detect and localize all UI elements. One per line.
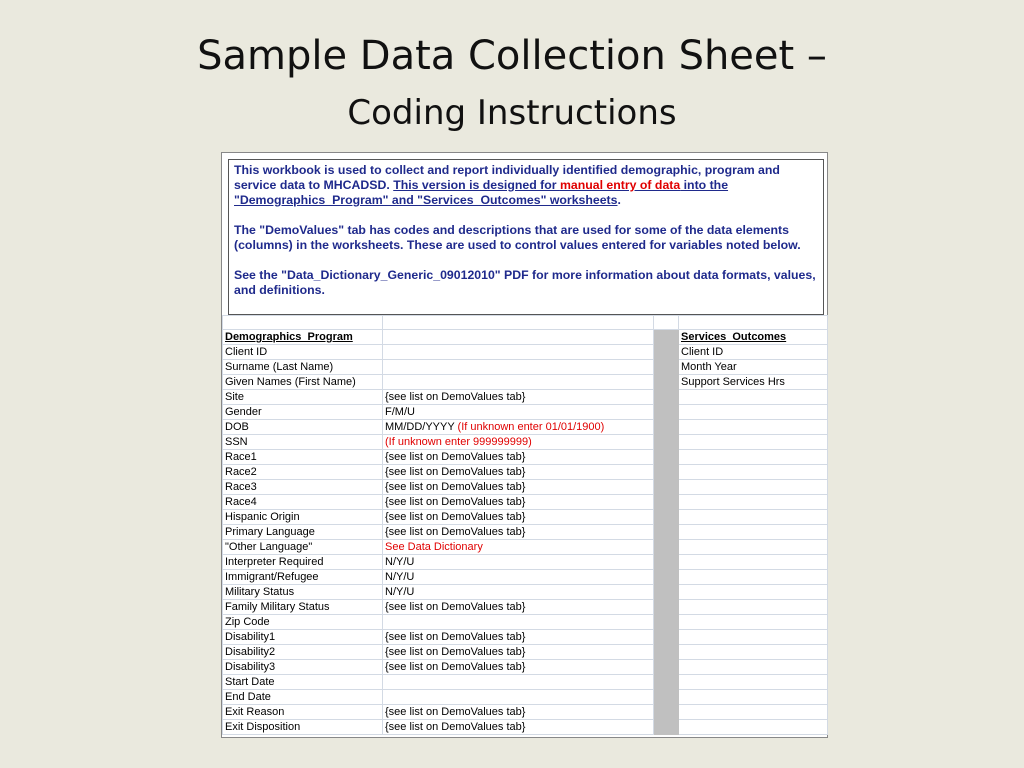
column-gap (654, 480, 679, 495)
services-field-cell (679, 450, 828, 465)
field-value-cell (383, 690, 654, 705)
column-gap (654, 435, 679, 450)
services-field-cell (679, 390, 828, 405)
services-field-cell (679, 690, 828, 705)
field-value-cell (383, 675, 654, 690)
field-name-cell: Exit Disposition (223, 720, 383, 735)
services-field-cell (679, 480, 828, 495)
column-gap (654, 375, 679, 390)
column-gap (654, 660, 679, 675)
field-value-cell: N/Y/U (383, 555, 654, 570)
column-gap (654, 360, 679, 375)
field-name-cell: Primary Language (223, 525, 383, 540)
services-field-cell (679, 600, 828, 615)
title-line-1: Sample Data Collection Sheet – (197, 33, 827, 79)
column-gap (654, 555, 679, 570)
column-gap (654, 675, 679, 690)
services-field-cell (679, 510, 828, 525)
services-field-cell (679, 630, 828, 645)
field-value-cell: N/Y/U (383, 585, 654, 600)
field-value-cell (383, 375, 654, 390)
table-row (223, 450, 828, 465)
field-value-cell (383, 540, 654, 555)
field-value-cell (383, 345, 654, 360)
field-value-cell: {see list on DemoValues tab} (383, 465, 654, 480)
field-value-cell: F/M/U (383, 405, 654, 420)
field-name-cell: Exit Reason (223, 705, 383, 720)
column-gap (654, 585, 679, 600)
column-gap (654, 705, 679, 720)
services-field-cell (679, 540, 828, 555)
slide-title (0, 28, 1024, 142)
field-value-cell: {see list on DemoValues tab} (383, 600, 654, 615)
table-row (223, 510, 828, 525)
table-row (223, 630, 828, 645)
table-row (223, 705, 828, 720)
field-value-cell: {see list on DemoValues tab} (383, 720, 654, 735)
instructions-note (228, 159, 824, 315)
services-field-cell (679, 615, 828, 630)
services-field-cell (679, 495, 828, 510)
field-value-cell: {see list on DemoValues tab} (383, 705, 654, 720)
column-gap (654, 405, 679, 420)
field-name-cell: Disability1 (223, 630, 383, 645)
field-value-cell: {see list on DemoValues tab} (383, 390, 654, 405)
field-value-cell: {see list on DemoValues tab} (383, 660, 654, 675)
field-name-cell: Disability3 (223, 660, 383, 675)
field-value-cell: MM/DD/YYYY (If unknown enter 01/01/1900) (383, 420, 654, 435)
table-row (223, 375, 828, 390)
field-name-cell: Race1 (223, 450, 383, 465)
field-value-cell: {see list on DemoValues tab} (383, 450, 654, 465)
services-outcomes-header: Services_Outcomes (679, 330, 828, 345)
column-gap (654, 630, 679, 645)
table-row (223, 690, 828, 705)
services-field-cell: Support Services Hrs (679, 375, 828, 390)
column-gap (654, 330, 679, 345)
services-field-cell (679, 555, 828, 570)
field-name-cell: Interpreter Required (223, 555, 383, 570)
column-gap (654, 570, 679, 585)
field-name-cell: Immigrant/Refugee (223, 570, 383, 585)
field-name-cell: Race4 (223, 495, 383, 510)
field-name-cell: Disability2 (223, 645, 383, 660)
column-gap (654, 645, 679, 660)
field-name-cell: Zip Code (223, 615, 383, 630)
table-row (223, 555, 828, 570)
field-value-cell: {see list on DemoValues tab} (383, 645, 654, 660)
table-row (223, 360, 828, 375)
column-gap (654, 465, 679, 480)
column-gap (654, 540, 679, 555)
services-field-cell (679, 405, 828, 420)
column-gap (654, 690, 679, 705)
table-row (223, 390, 828, 405)
title-line-2: Coding Instructions (347, 93, 677, 133)
column-gap (654, 390, 679, 405)
field-name-cell: Race2 (223, 465, 383, 480)
column-gap (654, 450, 679, 465)
table-row (223, 420, 828, 435)
services-field-cell (679, 720, 828, 735)
red-note: (If unknown enter 999999999) (385, 436, 532, 448)
table-row (223, 615, 828, 630)
table-row (223, 495, 828, 510)
column-gap (654, 495, 679, 510)
note-paragraph-1: This workbook is used to collect and report individually identified demographic, program and service data to MHCADSD. This version is designed for manual entry of data into the "Demographics_Program" and "Services_Outcomes" worksheets. (234, 163, 780, 207)
field-name-cell: Surname (Last Name) (223, 360, 383, 375)
field-name-cell: End Date (223, 690, 383, 705)
field-name-cell: DOB (223, 420, 383, 435)
field-name-cell: Client ID (223, 345, 383, 360)
spreadsheet-image (221, 152, 828, 738)
table-row (223, 600, 828, 615)
column-gap (654, 525, 679, 540)
column-gap (654, 600, 679, 615)
table-row (223, 645, 828, 660)
field-value-cell (383, 435, 654, 450)
field-name-cell: "Other Language" (223, 540, 383, 555)
field-name-cell: SSN (223, 435, 383, 450)
column-gap (654, 720, 679, 735)
note-paragraph-2: The "DemoValues" tab has codes and descriptions that are used for some of the data elements (columns) in the worksheets. These are used to control values entered for variables noted below. (234, 223, 801, 252)
column-gap (654, 420, 679, 435)
column-gap (654, 345, 679, 360)
table-row (223, 540, 828, 555)
field-name-cell: Race3 (223, 480, 383, 495)
services-field-cell (679, 585, 828, 600)
note-red-text: manual entry of data (559, 178, 681, 192)
column-gap (654, 510, 679, 525)
field-value-cell: {see list on DemoValues tab} (383, 525, 654, 540)
field-value-cell (383, 615, 654, 630)
table-row (223, 570, 828, 585)
table-row (223, 675, 828, 690)
note-underlined-text: This version is designed for manual entry of data into the "Demographics_Program" and "Services_Outcomes" worksheets (234, 178, 729, 207)
coding-table (222, 315, 828, 735)
field-value-cell (383, 360, 654, 375)
table-row (223, 525, 828, 540)
note-paragraph-3: See the "Data_Dictionary_Generic_09012010" PDF for more information about data formats, values, and definitions. (234, 268, 816, 297)
services-field-cell (679, 705, 828, 720)
services-field-cell: Client ID (679, 345, 828, 360)
services-field-cell (679, 435, 828, 450)
field-name-cell: Military Status (223, 585, 383, 600)
column-gap (654, 615, 679, 630)
header-row (223, 330, 828, 345)
table-row (223, 345, 828, 360)
red-note: See Data Dictionary (385, 541, 483, 553)
services-field-cell: Month Year (679, 360, 828, 375)
field-name-cell: Site (223, 390, 383, 405)
field-value-cell: {see list on DemoValues tab} (383, 510, 654, 525)
field-value-cell: N/Y/U (383, 570, 654, 585)
services-field-cell (679, 465, 828, 480)
field-name-cell: Family Military Status (223, 600, 383, 615)
services-field-cell (679, 420, 828, 435)
table-row (223, 660, 828, 675)
field-name-cell: Given Names (First Name) (223, 375, 383, 390)
field-name-cell: Start Date (223, 675, 383, 690)
services-field-cell (679, 570, 828, 585)
red-note: (If unknown enter 01/01/1900) (457, 421, 605, 433)
field-value-cell: {see list on DemoValues tab} (383, 495, 654, 510)
field-name-cell: Hispanic Origin (223, 510, 383, 525)
services-field-cell (679, 660, 828, 675)
blank-row (223, 316, 828, 330)
field-name-cell: Gender (223, 405, 383, 420)
table-row (223, 585, 828, 600)
table-row (223, 465, 828, 480)
table-row (223, 405, 828, 420)
field-value-cell: {see list on DemoValues tab} (383, 480, 654, 495)
table-row (223, 720, 828, 735)
table-row (223, 435, 828, 450)
field-value-cell: {see list on DemoValues tab} (383, 630, 654, 645)
table-row (223, 480, 828, 495)
services-field-cell (679, 675, 828, 690)
demographics-program-header: Demographics_Program (223, 330, 383, 345)
services-field-cell (679, 525, 828, 540)
services-field-cell (679, 645, 828, 660)
